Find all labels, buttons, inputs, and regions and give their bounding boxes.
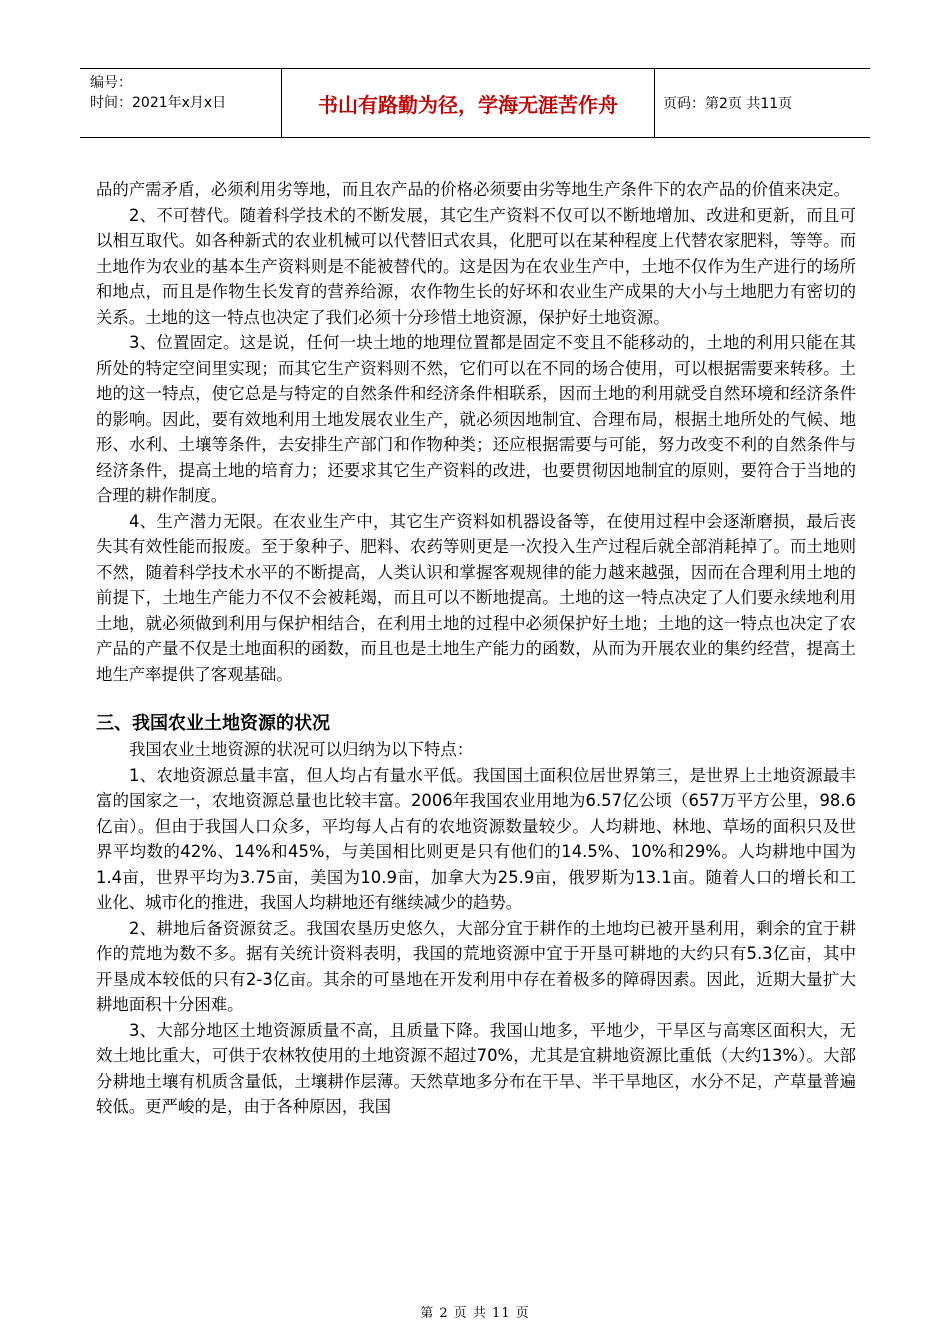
document-body — [96, 177, 856, 1120]
paragraph: 1、农地资源总量丰富，但人均占有量水平低。我国国土面积位居世界第三，是世界上土地资源最丰富的国家之一，农地资源总量也比较丰富。2006年我国农业用地为6.57亿公顷（657万平方公里，98.6亿亩）。但由于我国人口众多，平均每人占有的农地资源数量较少。人均耕地、林地、草场的面积只及世界平均数的42%、14%和45%，与美国相比则更是只有他们的14.5%、10%和29%。人均耕地中国为1.4亩，世界平均为3.75亩，美国为10.9亩，加拿大为25.9亩，俄罗斯为13.1亩。随着人口的增长和工业化、城市化的推进，我国人均耕地还有继续减少的趋势。 — [96, 765, 856, 912]
paragraph: 4、生产潜力无限。在农业生产中，其它生产资料如机器设备等，在使用过程中会逐渐磨损，最后丧失其有效性能而报废。至于象种子、肥料、农药等则更是一次投入生产过程后就全部消耗掉了。而土地则不然，随着科学技术水平的不断提高，人类认识和掌握客观规律的能力越来越强，因而在合理利用土地的前提下，土地生产能力不仅不会被耗竭，而且可以不断地提高。土地的这一特点决定了人们要永续地利用土地，就必须做到利用与保护相结合，在利用土地的过程中必须保护好土地；土地的这一特点也决定了农产品的产量不仅是土地面积的函数，而且也是土地生产能力的函数，从而为开展农业的集约经营，提高土地生产率提供了客观基础。 — [96, 511, 856, 684]
header-meta — [80, 69, 282, 137]
document-time-label: 时间：2021年x月x日 — [90, 95, 227, 111]
paragraph: 2、不可替代。随着科学技术的不断发展，其它生产资料不仅可以不断地增加、改进和更新，而且可以相互取代。如各种新式的农业机械可以代替旧式农具，化肥可以在某种程度上代替农家肥料，等等。而土地作为农业的基本生产资料则是不能被替代的。这是因为在农业生产中，土地不仅作为生产进行的场所和地点，而且是作物生长发育的营养给源，农作物生长的好坏和农业生产成果的大小与土地肥力有密切的关系。土地的这一特点也决定了我们必须十分珍惜土地资源，保护好土地资源。 — [96, 205, 856, 327]
page-footer: 第 2 页 共 11 页 — [420, 1306, 530, 1321]
document-number-label: 编号： — [90, 75, 132, 91]
paragraph: 我国农业土地资源的状况可以归纳为以下特点： — [129, 740, 474, 759]
page-header — [80, 68, 870, 138]
paragraph: 2、耕地后备资源贫乏。我国农垦历史悠久，大部分宜于耕作的土地均已被开垦利用，剩余的宜于耕作的荒地为数不多。据有关统计资料表明，我国的荒地资源中宜于开垦可耕地的大约只有5.3亿亩，其中开垦成本较低的只有2-3亿亩。其余的可垦地在开发利用中存在着极多的障碍因素。因此，近期大量扩大耕地面积十分困难。 — [96, 918, 856, 1014]
paragraph: 3、位置固定。这是说，任何一块土地的地理位置都是固定不变且不能移动的，土地的利用只能在其所处的特定空间里实现；而其它生产资料则不然，它们可以在不同的场合使用，可以根据需要来转移。土地的这一特点，使它总是与特定的自然条件和经济条件相联系，因而土地的利用就受自然环境和经济条件的影响。因此，要有效地利用土地发展农业生产，就必须因地制宜、合理布局，根据土地所处的气候、地形、水利、土壤等条件，去安排生产部门和作物种类；还应根据需要与可能，努力改变不利的自然条件与经济条件，提高土地的培育力；还要求其它生产资料的改进，也要贯彻因地制宜的原则，要符合于当地的合理的耕作制度。 — [96, 333, 856, 505]
header-page-info: 页码：第2页 共11页 — [663, 96, 793, 112]
section-heading: 三、我国农业土地资源的状况 — [96, 713, 330, 734]
paragraph: 品的产需矛盾，必须利用劣等地，而且农产品的价格必须要由劣等地生产条件下的农产品的价值来决定。 — [96, 180, 850, 199]
paragraph: 3、大部分地区土地资源质量不高，且质量下降。我国山地多，平地少，干旱区与高寒区面积大，无效土地比重大，可供于农林牧使用的土地资源不超过70%，尤其是宜耕地资源比重低（大约13%）。大部分耕地土壤有机质含量低，土壤耕作层薄。天然草地多分布在干旱、半干旱地区，水分不足，产草量普遍较低。更严峻的是，由于各种原因，我国 — [96, 1020, 856, 1116]
header-motto: 书山有路勤为径，学海无涯苦作舟 — [282, 69, 655, 137]
